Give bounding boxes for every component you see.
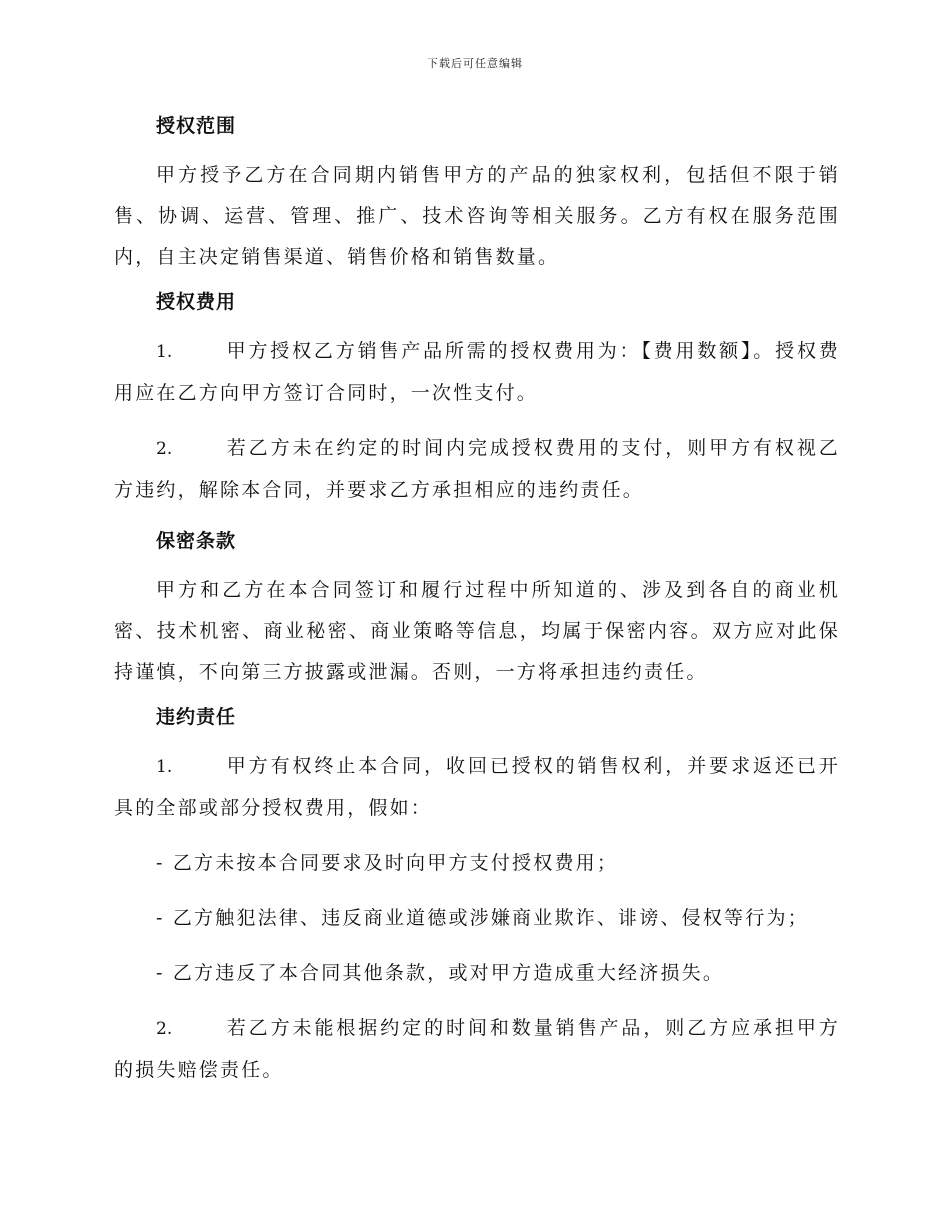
breach-item-2 [114,1008,840,1091]
item-text: 甲方有权终止本合同，收回已授权的销售权利，并要求返还已开具的全部或部分授权费用，假如： [114,755,840,819]
section-heading-breach-liability: 违约责任 [156,706,237,728]
item-text: 若乙方未在约定的时间内完成授权费用的支付，则甲方有权视乙方违约，解除本合同，并要求乙方承担相应的违约责任。 [114,437,840,501]
item-number: 2. [156,439,173,459]
item-number: 2. [156,1019,173,1039]
item-text: 若乙方未能根据约定的时间和数量销售产品，则乙方应承担甲方的损失赔偿责任。 [114,1017,840,1081]
paragraph-confidentiality: 甲方和乙方在本合同签订和履行过程中所知道的、涉及到各自的商业机密、技术机密、商业秘密、商业策略等信息，均属于保密内容。双方应对此保持谨慎，不向第三方披露或泄漏。否则，一方将承担违约责任。 [114,579,840,683]
item-text: 甲方授权乙方销售产品所需的授权费用为：【费用数额】。授权费用应在乙方向甲方签订合同时，一次性支付。 [114,340,840,404]
document-body [114,110,840,1093]
header-note: 下载后可任意编辑 [427,57,523,70]
item-number: 1. [156,757,173,777]
breach-item-1 [114,746,840,829]
section-heading-authorization-fee: 授权费用 [156,291,237,313]
breach-condition-1: - 乙方未按本合同要求及时向甲方支付授权费用； [156,852,619,874]
breach-condition-3: - 乙方违反了本合同其他条款，或对甲方造成重大经济损失。 [156,962,725,984]
paragraph-authorization-scope: 甲方授予乙方在合同期内销售甲方的产品的独家权利，包括但不限于销售、协调、运营、管理、推广、技术咨询等相关服务。乙方有权在服务范围内，自主决定销售渠道、销售价格和销售数量。 [114,164,840,268]
breach-condition-2: - 乙方触犯法律、违反商业道德或涉嫌商业欺诈、诽谤、侵权等行为； [156,907,809,929]
item-number: 1. [156,342,173,362]
section-heading-authorization-scope: 授权范围 [156,115,237,137]
fee-item-2 [114,428,840,511]
section-heading-confidentiality: 保密条款 [156,530,237,552]
fee-item-1 [114,331,840,414]
